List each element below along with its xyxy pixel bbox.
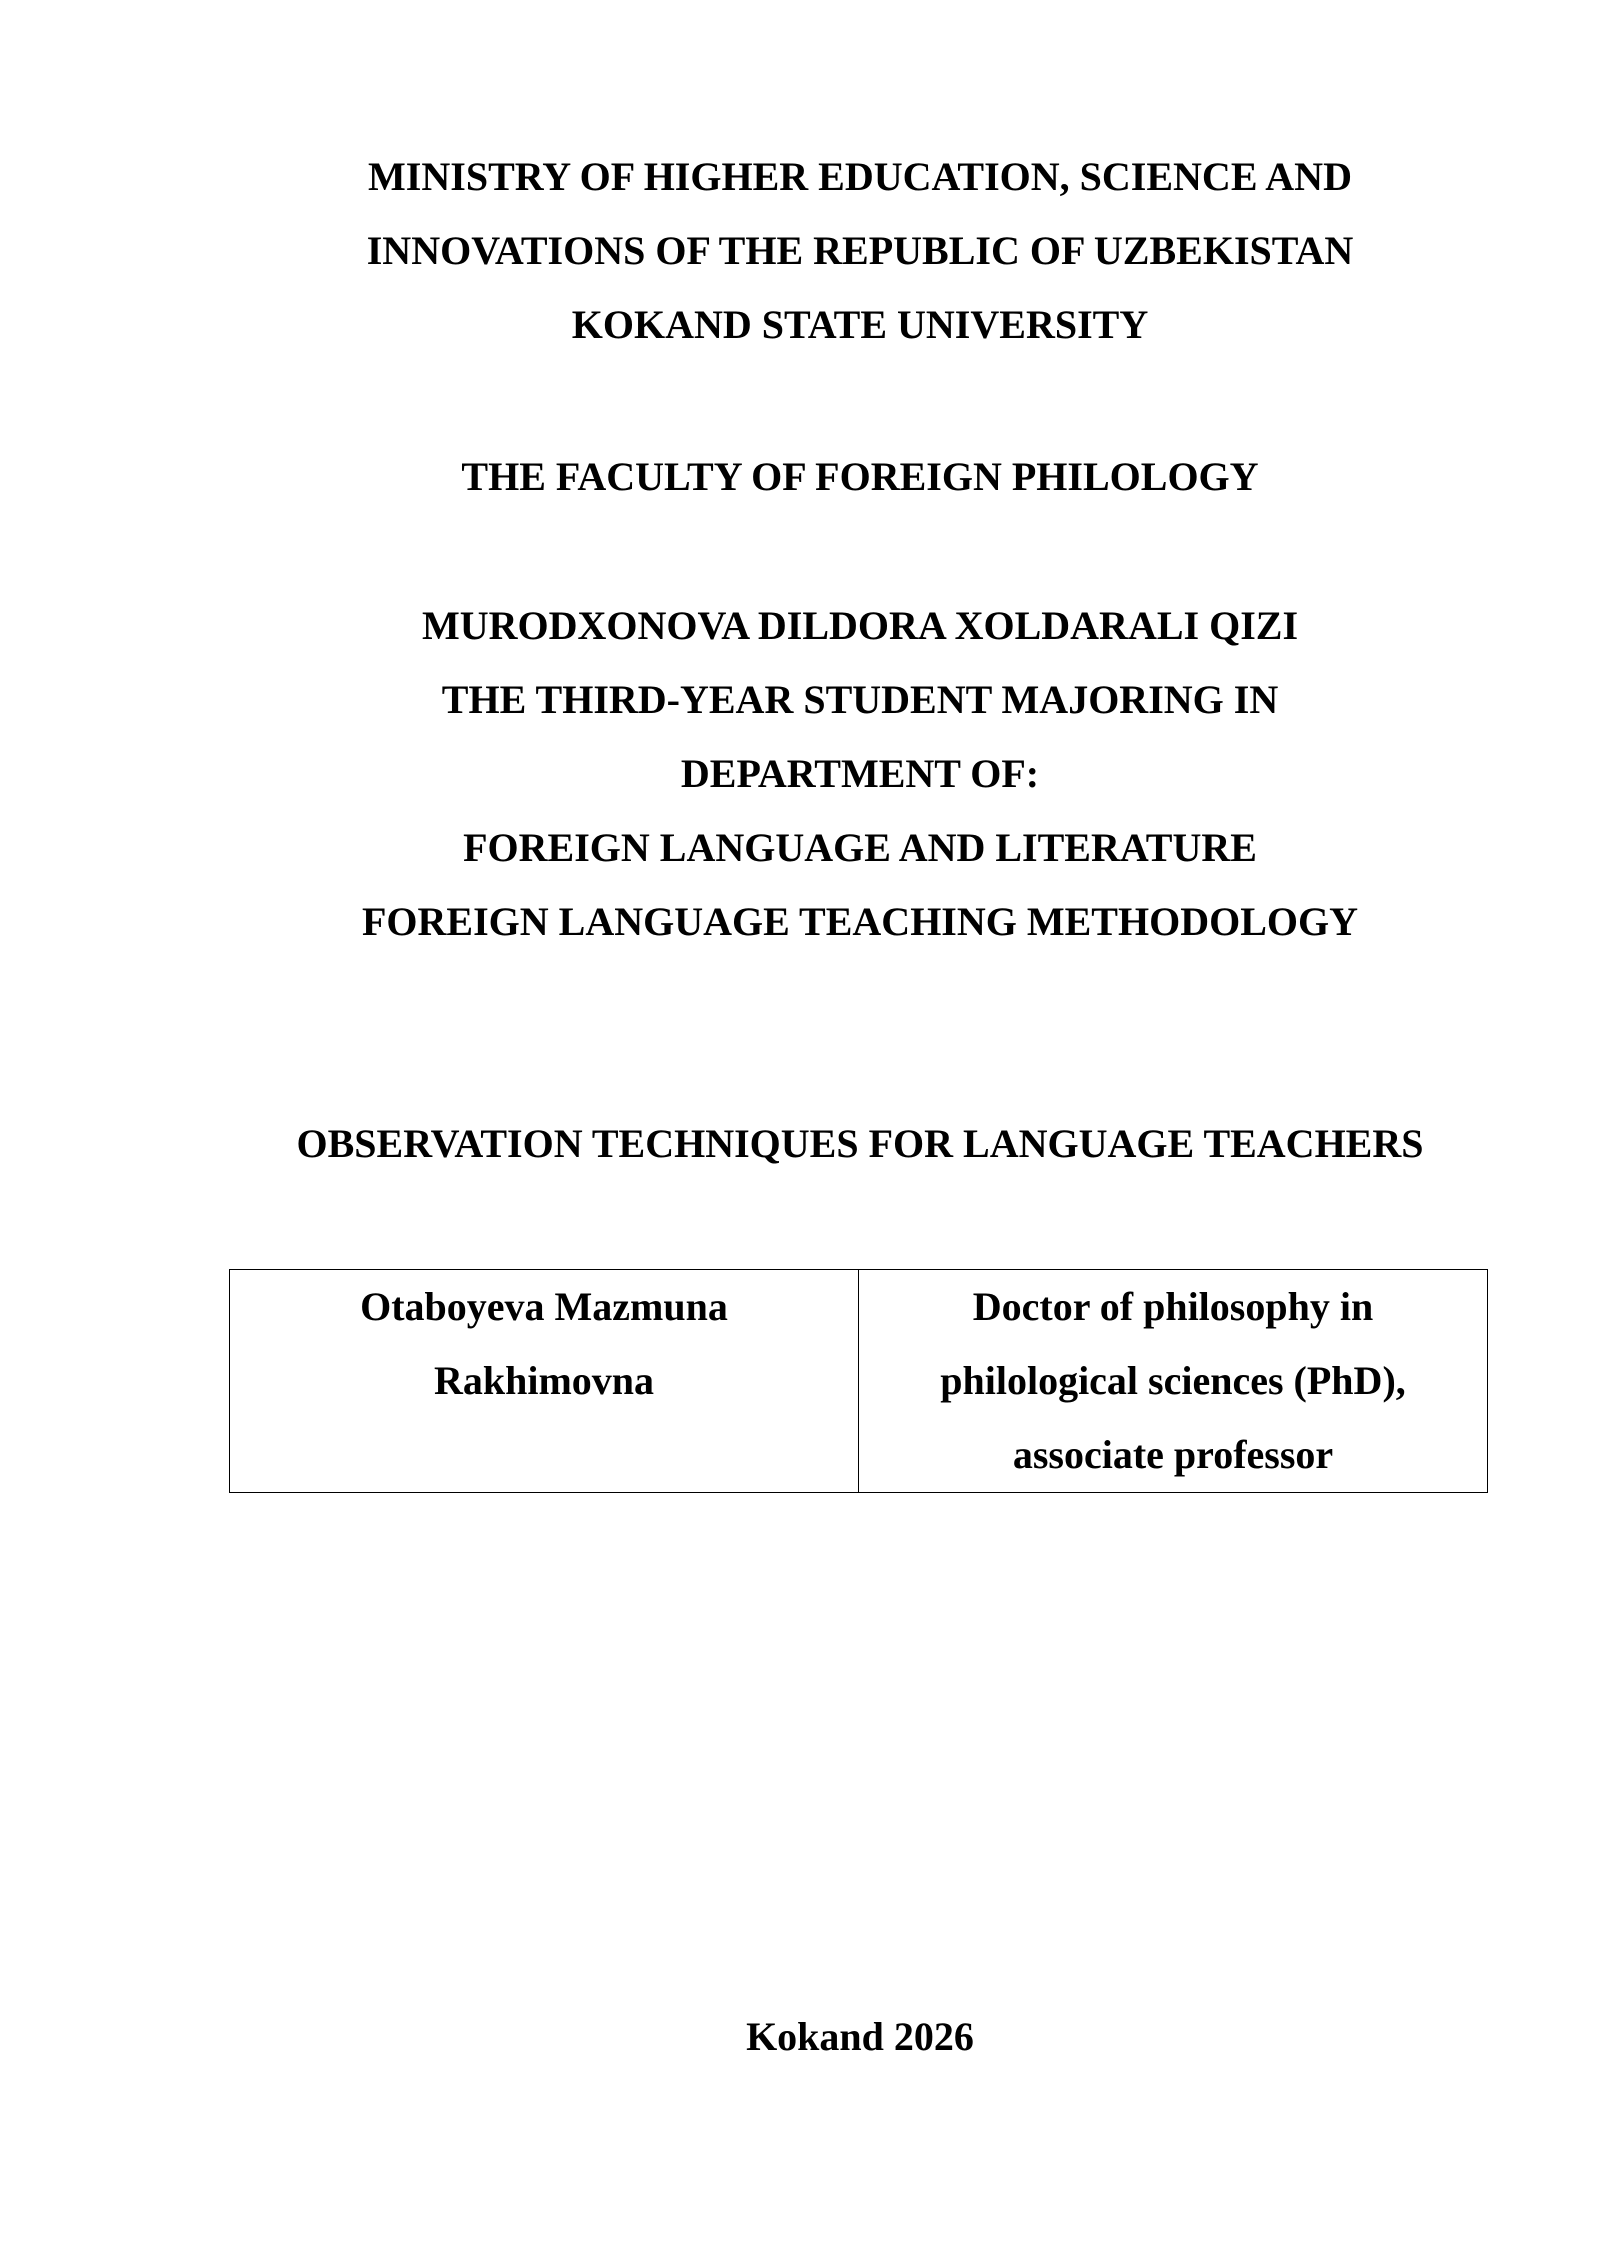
ministry-header <box>0 140 1600 362</box>
ministry-line: MINISTRY OF HIGHER EDUCATION, SCIENCE AND <box>368 154 1352 199</box>
supervisor-title-line: associate professor <box>1012 1432 1334 1477</box>
student-block <box>0 589 1600 959</box>
supervisor-title-cell <box>859 1270 1488 1493</box>
department-label: DEPARTMENT OF: <box>680 751 1040 796</box>
student-year: THE THIRD-YEAR STUDENT MAJORING IN <box>441 677 1279 722</box>
supervisor-name-line: Otaboyeva Mazmuna <box>360 1284 728 1329</box>
supervisor-title-line: philological sciences (PhD), <box>940 1358 1406 1403</box>
faculty-name: THE FACULTY OF FOREIGN PHILOLOGY <box>461 454 1259 499</box>
student-name: MURODXONOVA DILDORA XOLDARALI QIZI <box>421 603 1299 648</box>
department-name: FOREIGN LANGUAGE AND LITERATURE <box>463 825 1257 870</box>
supervisor-name-line: Rakhimovna <box>433 1358 655 1403</box>
supervisor-name-cell <box>230 1270 859 1493</box>
supervisor-table <box>229 1269 1488 1493</box>
ministry-line: INNOVATIONS OF THE REPUBLIC OF UZBEKISTAN <box>366 228 1354 273</box>
table-row <box>230 1270 1488 1493</box>
supervisor-title-line: Doctor of philosophy in <box>972 1284 1374 1329</box>
place-year: Kokand 2026 <box>746 2014 974 2059</box>
university-name: KOKAND STATE UNIVERSITY <box>571 302 1149 347</box>
department-name: FOREIGN LANGUAGE TEACHING METHODOLOGY <box>361 899 1359 944</box>
thesis-topic: OBSERVATION TECHNIQUES FOR LANGUAGE TEACHERS <box>296 1121 1424 1166</box>
